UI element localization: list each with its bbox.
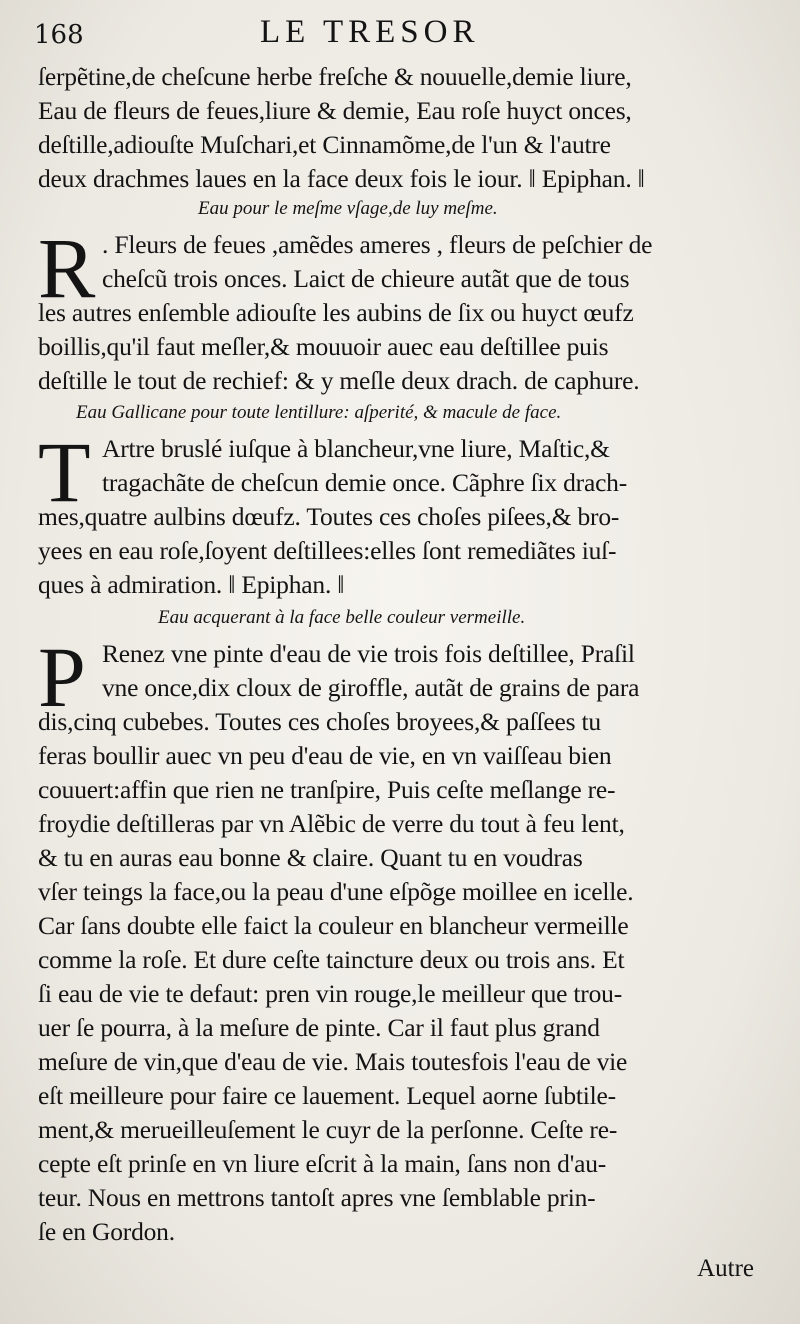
text-line: vſer teings la face,ou la peau d'une eſpõge moillee en icelle. [38, 877, 634, 906]
text-line: deſtille,adiouſte Muſchari,et Cinnamõme,de l'un & l'autre [38, 130, 611, 159]
text-line: ſi eau de vie te defaut: pren vin rouge,le meilleur que trou- [38, 979, 622, 1008]
drop-initial: R [38, 220, 96, 316]
text-line: . Fleurs de feues ,amẽdes ameres , fleurs de peſchier de [102, 230, 653, 259]
page-header [34, 14, 764, 54]
text-line: vne once,dix cloux de giroffle, autãt de grains de para [102, 673, 640, 702]
text-line: couuert:affin que rien ne tranſpire, Puis ceſte meſlange re- [38, 775, 616, 804]
text-line: Car ſans doubte elle faict la couleur en blancheur vermeille [38, 911, 629, 940]
text-line: boillis,qu'il faut meſler,& mouuoir auec eau deſtillee puis [38, 332, 609, 361]
recipe-paragraph [38, 424, 768, 602]
section-heading: Eau Gallicane pour toute lentillure: aſperité, & macule de face. [76, 402, 562, 423]
text-line: les autres enſemble adiouſte les aubins de ſix ou huyct œufz [38, 298, 634, 327]
drop-initial: P [38, 629, 86, 725]
text-line: mes,quatre aulbins dœufz. Toutes ces choſes piſees,& bro- [38, 502, 620, 531]
text-line: deux drachmes laues en la face deux fois le iour. ‖ Epiphan. ‖ [38, 164, 645, 193]
text-line: deſtille le tout de rechief: & y meſle deux drach. de caphure. [38, 366, 640, 395]
opening-paragraph [38, 60, 760, 196]
recipe-paragraph [38, 220, 768, 398]
running-title: LE TRESOR [260, 14, 480, 50]
page-number: 168 [34, 20, 84, 50]
text-line: tragachãte de cheſcun demie once. Cãphre ſix drach- [102, 468, 628, 497]
drop-initial: T [38, 424, 91, 520]
section-heading: Eau pour le meſme vſage,de luy meſme. [198, 198, 498, 219]
recipe-paragraph [38, 629, 768, 1249]
text-line: Eau de fleurs de feues,liure & demie, Eau roſe huyct onces, [38, 96, 632, 125]
text-line: cheſcũ trois onces. Laict de chieure autãt que de tous [102, 264, 630, 293]
text-line: dis,cinq cubebes. Toutes ces choſes broyees,& paſſees tu [38, 707, 601, 736]
text-line: ſerpẽtine,de cheſcune herbe freſche & nouuelle,demie liure, [38, 62, 632, 91]
text-line: cepte eſt prinſe en vn liure eſcrit à la main, ſans non d'au- [38, 1149, 607, 1178]
text-line: yees en eau roſe,ſoyent deſtillees:elles ſont remediãtes iuſ- [38, 536, 617, 565]
text-line: Artre bruslé iuſque à blancheur,vne liure, Maſtic,& [102, 434, 610, 463]
text-line: eſt meilleure pour faire ce lauement. Lequel aorne ſubtile- [38, 1081, 616, 1110]
text-line: comme la roſe. Et dure ceſte taincture deux ou trois ans. Et [38, 945, 625, 974]
text-line: teur. Nous en mettrons tantoſt apres vne ſemblable prin- [38, 1183, 596, 1212]
catchword: Autre [697, 1255, 754, 1282]
text-line: & tu en auras eau bonne & claire. Quant tu en voudras [38, 843, 583, 872]
text-line: feras boullir auec vn peu d'eau de vie, en vn vaiſſeau bien [38, 741, 612, 770]
section-heading: Eau acquerant à la face belle couleur vermeille. [158, 607, 526, 628]
text-line: ſe en Gordon. [38, 1217, 175, 1246]
text-line: Renez vne pinte d'eau de vie trois fois deſtillee, Praſil [102, 639, 635, 668]
text-line: froydie deſtilleras par vn Alẽbic de verre du tout à feu lent, [38, 809, 625, 838]
text-line: meſure de vin,que d'eau de vie. Mais toutesfois l'eau de vie [38, 1047, 628, 1076]
text-line: ques à admiration. ‖ Epiphan. ‖ [38, 570, 345, 599]
text-line: ment,& merueilleuſement le cuyr de la perſonne. Ceſte re- [38, 1115, 618, 1144]
text-line: uer ſe pourra, à la meſure de pinte. Car il faut plus grand [38, 1013, 600, 1042]
